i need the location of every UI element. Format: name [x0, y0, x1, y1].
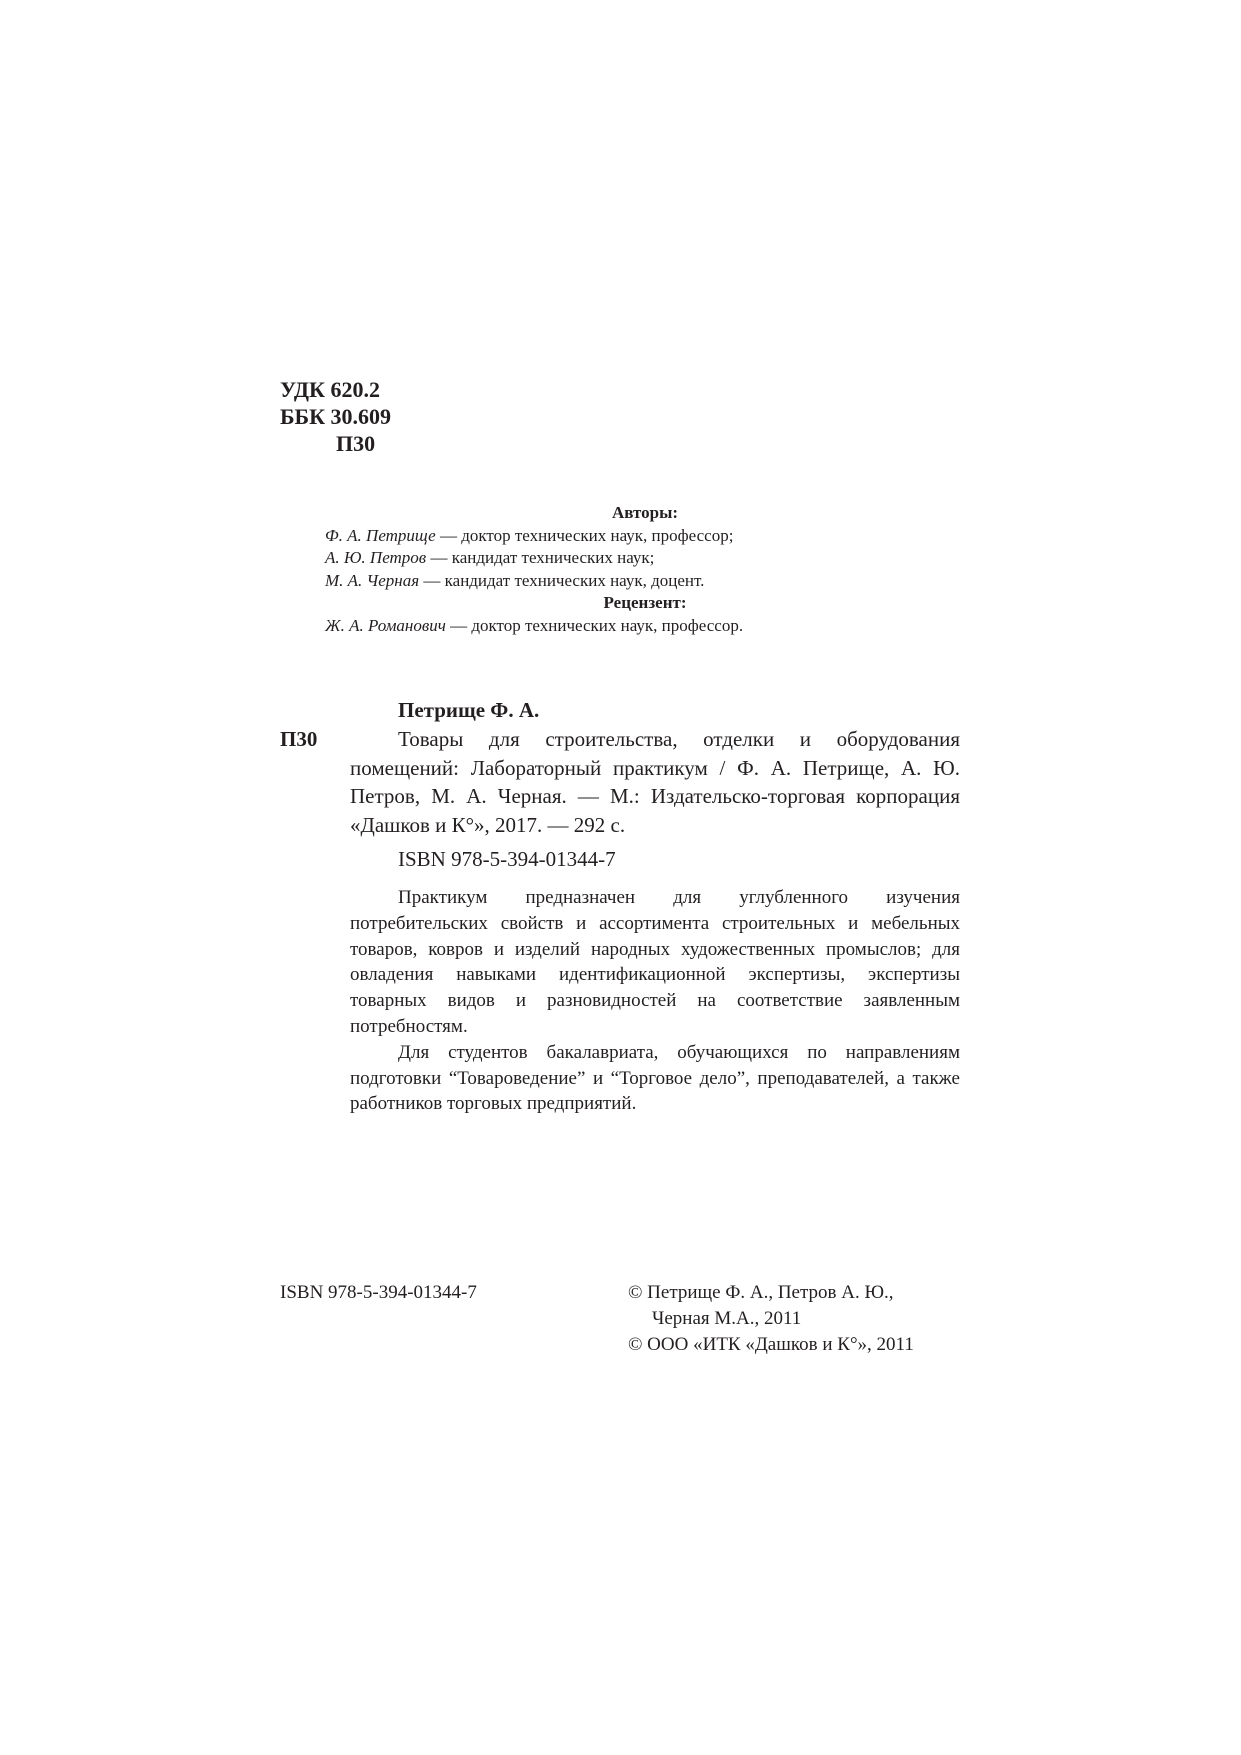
reviewer-name: Ж. А. Романович: [325, 615, 446, 635]
reviewer-line: [300, 615, 960, 638]
entry-description: Товары для строительства, отделки и оборудования помещений: Лабораторный практикум / Ф. А. Петрище, А. Ю. Петров, М. А. Черная. — М.: Издательско-торговая корпорация «Дашков и К°», 2017. — 292 с.: [350, 727, 960, 837]
copyright-block: [628, 1280, 914, 1358]
footer-isbn: ISBN 978-5-394-01344-7: [280, 1282, 477, 1303]
author-line: [300, 547, 960, 570]
credits-block: [300, 502, 960, 637]
author-name: А. Ю. Петров: [325, 548, 427, 567]
entry-code: П30: [280, 727, 318, 751]
reviewer-role: — доктор технических наук, профессор.: [445, 615, 744, 635]
annotation-paragraph-2: Для студентов бакалавриата, обучающихся по направлениям подготовки “Товароведение” и “Торговое дело”, преподавателей, а также работников торговых предприятий.: [350, 1041, 960, 1115]
author-name: М. А. Черная: [325, 570, 420, 590]
copyright-authors-cont: Черная М.А., 2011: [652, 1308, 802, 1329]
copyright-authors: © Петрище Ф. А., Петров А. Ю.,: [628, 1282, 894, 1303]
author-line: [300, 525, 960, 548]
udk-code: УДК 620.2: [280, 377, 381, 402]
author-role: — кандидат технических наук, доцент.: [419, 570, 705, 590]
entry-isbn: ISBN 978-5-394-01344-7: [398, 847, 616, 871]
author-line: [300, 570, 960, 593]
authors-heading: Авторы:: [611, 503, 679, 522]
author-role: — доктор технических наук, профессор;: [435, 525, 734, 545]
reviewer-heading: Рецензент:: [603, 593, 687, 612]
annotation-block: [350, 885, 960, 1117]
annotation-paragraph-1: Практикум предназначен для углубленного изучения потребительских свойств и ассортимента строительных и мебельных товаров, ковров и изделий народных художественных промыслов; для овладения навыками идентификационной экспертизы, экспертизы товарных видов и разновидностей на соответствие заявленным потребностям.: [350, 887, 960, 1037]
bbk-code: ББК 30.609: [280, 404, 392, 429]
entry-description-block: [350, 725, 960, 839]
copyright-publisher: © ООО «ИТК «Дашков и К°», 2011: [628, 1334, 914, 1355]
author-name: Ф. А. Петрище: [325, 525, 436, 545]
classification-block: [280, 376, 391, 457]
author-mark: П30: [336, 431, 376, 456]
author-role: — кандидат технических наук;: [426, 548, 655, 567]
entry-author: Петрище Ф. А.: [398, 698, 540, 722]
